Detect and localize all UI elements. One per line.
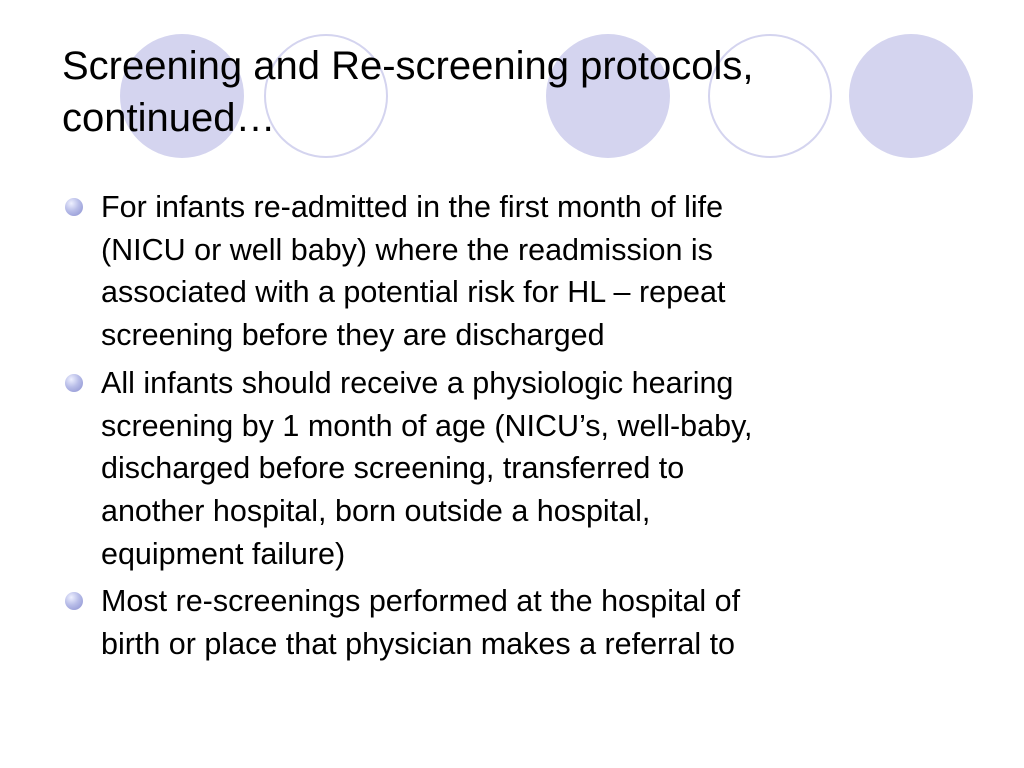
bullet-text-line: All infants should receive a physiologic hearing <box>101 365 734 400</box>
bullet-item <box>62 580 982 665</box>
bullet-text-line: associated with a potential risk for HL – repeat <box>101 275 726 310</box>
bullet-text-line: screening by 1 month of age (NICU’s, well-baby, <box>101 408 753 443</box>
bullet-text-line: screening before they are discharged <box>101 318 605 353</box>
bullet-text-line: For infants re-admitted in the first month of life <box>101 190 724 224</box>
bullet-text-line: equipment failure) <box>101 536 346 571</box>
slide-title <box>62 40 962 144</box>
bullet-text-line: (NICU or well baby) where the readmission is <box>101 232 713 267</box>
bullet-text-line: another hospital, born outside a hospital, <box>101 493 651 528</box>
bullet-item <box>62 186 982 357</box>
bullet-list <box>62 186 982 671</box>
bullet-text-line: discharged before screening, transferred to <box>101 451 685 486</box>
bullet-item <box>62 362 982 576</box>
bullet-icon <box>65 198 83 216</box>
slide-title-line: continued… <box>62 96 276 140</box>
bullet-icon <box>65 374 83 392</box>
slide-title-line: Screening and Re-screening protocols, <box>62 44 754 88</box>
bullet-icon <box>65 592 83 610</box>
bullet-text-line: Most re-screenings performed at the hospital of <box>101 584 741 619</box>
bullet-text-line: birth or place that physician makes a referral to <box>101 627 736 662</box>
